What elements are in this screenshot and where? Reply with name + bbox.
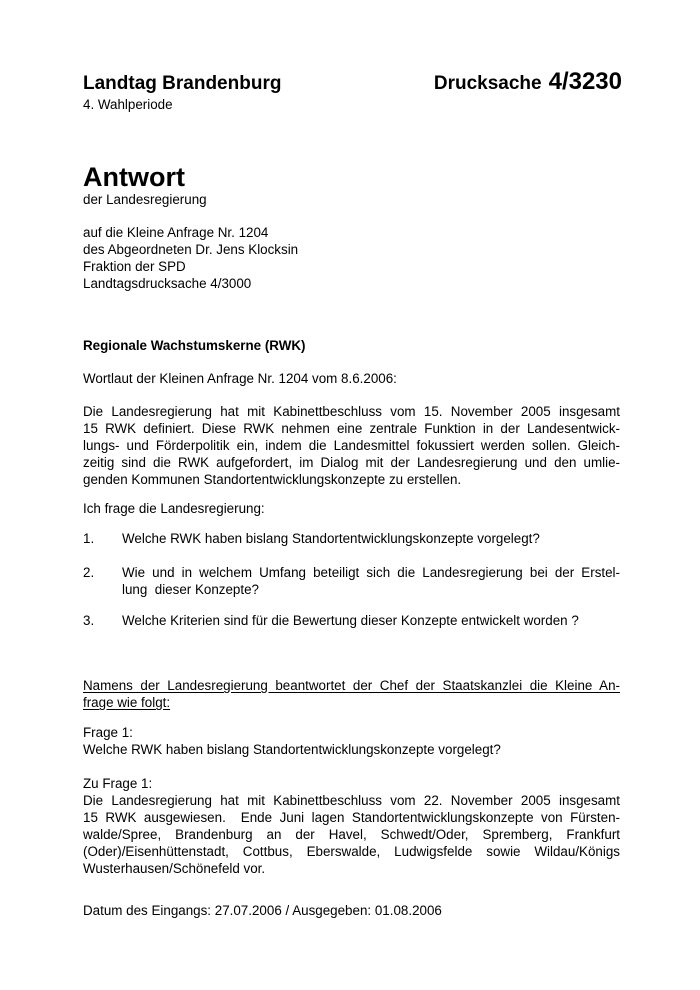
question-item-1 — [83, 530, 620, 547]
text-line: Die Landesregierung hat mit Kabinettbeschluss vom 22. November 2005 insgesamt — [83, 793, 620, 808]
question-text — [122, 530, 620, 547]
question-text — [122, 564, 620, 598]
answer-intro — [83, 677, 620, 711]
question-number: 1. — [83, 531, 95, 546]
question-number: 3. — [83, 613, 95, 628]
text-line: 15 RWK ausgewiesen. Ende Juni lagen Standortentwicklungskonzepte von Fürsten- — [83, 810, 620, 825]
zu-frage1-block — [83, 775, 620, 877]
text-line: lung dieser Konzepte? — [122, 582, 259, 597]
legislative-period: 4. Wahlperiode — [83, 97, 173, 112]
wortlaut-line: Wortlaut der Kleinen Anfrage Nr. 1204 vom 8.6.2006: — [83, 371, 397, 386]
text-line: Welche Kriterien sind für die Bewertung dieser Konzepte entwickelt worden ? — [122, 613, 579, 628]
text-line: Frage 1: — [83, 725, 133, 740]
footer-dates: Datum des Eingangs: 27.07.2006 / Ausgegeben: 01.08.2006 — [83, 903, 442, 918]
subject-heading: Regionale Wachstumskerne (RWK) — [83, 338, 306, 353]
text-line: Wusterhausen/Schönefeld vor. — [83, 861, 266, 876]
text-line: lungs- und Förderpolitik ein, indem die Landesmittel fokussiert werden sollen. Gleich- — [83, 438, 620, 453]
doc-type-label: Drucksache — [433, 73, 542, 94]
document-title: Antwort — [83, 162, 185, 192]
question-item-2 — [83, 564, 620, 598]
text-line: Welche RWK haben bislang Standortentwicklungskonzepte vorgelegt? — [122, 531, 540, 546]
question-intro: Ich frage die Landesregierung: — [83, 501, 265, 516]
intro-paragraph — [83, 403, 620, 488]
text-line: zeitig sind die RWK aufgefordert, im Dialog mit der Landesregierung und den umlie- — [83, 455, 620, 470]
question-number: 2. — [83, 565, 95, 580]
document-header — [83, 70, 622, 96]
text-line: Wie und in welchem Umfang beteiligt sich die Landesregierung bei der Erstel- — [122, 565, 620, 580]
question-item-3 — [83, 612, 620, 629]
text-line: Namens der Landesregierung beantwortet der Chef der Staatskanzlei die Kleine An- — [83, 678, 620, 693]
question-text — [122, 612, 620, 629]
doc-number: 4/3230 — [548, 68, 622, 95]
text-line: 15 RWK definiert. Diese RWK nehmen eine zentrale Funktion in der Landesentwick- — [83, 421, 620, 436]
reference-block — [83, 224, 620, 292]
text-line: Fraktion der SPD — [83, 259, 186, 274]
text-line: Landtagsdrucksache 4/3000 — [83, 276, 252, 291]
text-line: Zu Frage 1: — [83, 776, 153, 791]
text-line: auf die Kleine Anfrage Nr. 1204 — [83, 225, 269, 240]
text-line: Die Landesregierung hat mit Kabinettbeschluss vom 15. November 2005 insgesamt — [83, 404, 620, 419]
document-subtitle: der Landesregierung — [83, 192, 207, 207]
institution-title: Landtag Brandenburg — [83, 73, 282, 94]
text-line: Welche RWK haben bislang Standortentwicklungskonzepte vorgelegt? — [83, 742, 501, 757]
text-line: des Abgeordneten Dr. Jens Klocksin — [83, 242, 299, 257]
text-line: walde/Spree, Brandenburg an der Havel, Schwedt/Oder, Spremberg, Frankfurt — [83, 827, 620, 842]
text-line: (Oder)/Eisenhüttenstadt, Cottbus, Eberswalde, Ludwigsfelde sowie Wildau/Königs — [83, 844, 620, 859]
document-reference — [434, 70, 622, 96]
text-line: genden Kommunen Standortentwicklungskonzepte zu erstellen. — [83, 472, 462, 487]
text-line: frage wie folgt: — [83, 695, 171, 710]
frage1-block — [83, 724, 620, 758]
